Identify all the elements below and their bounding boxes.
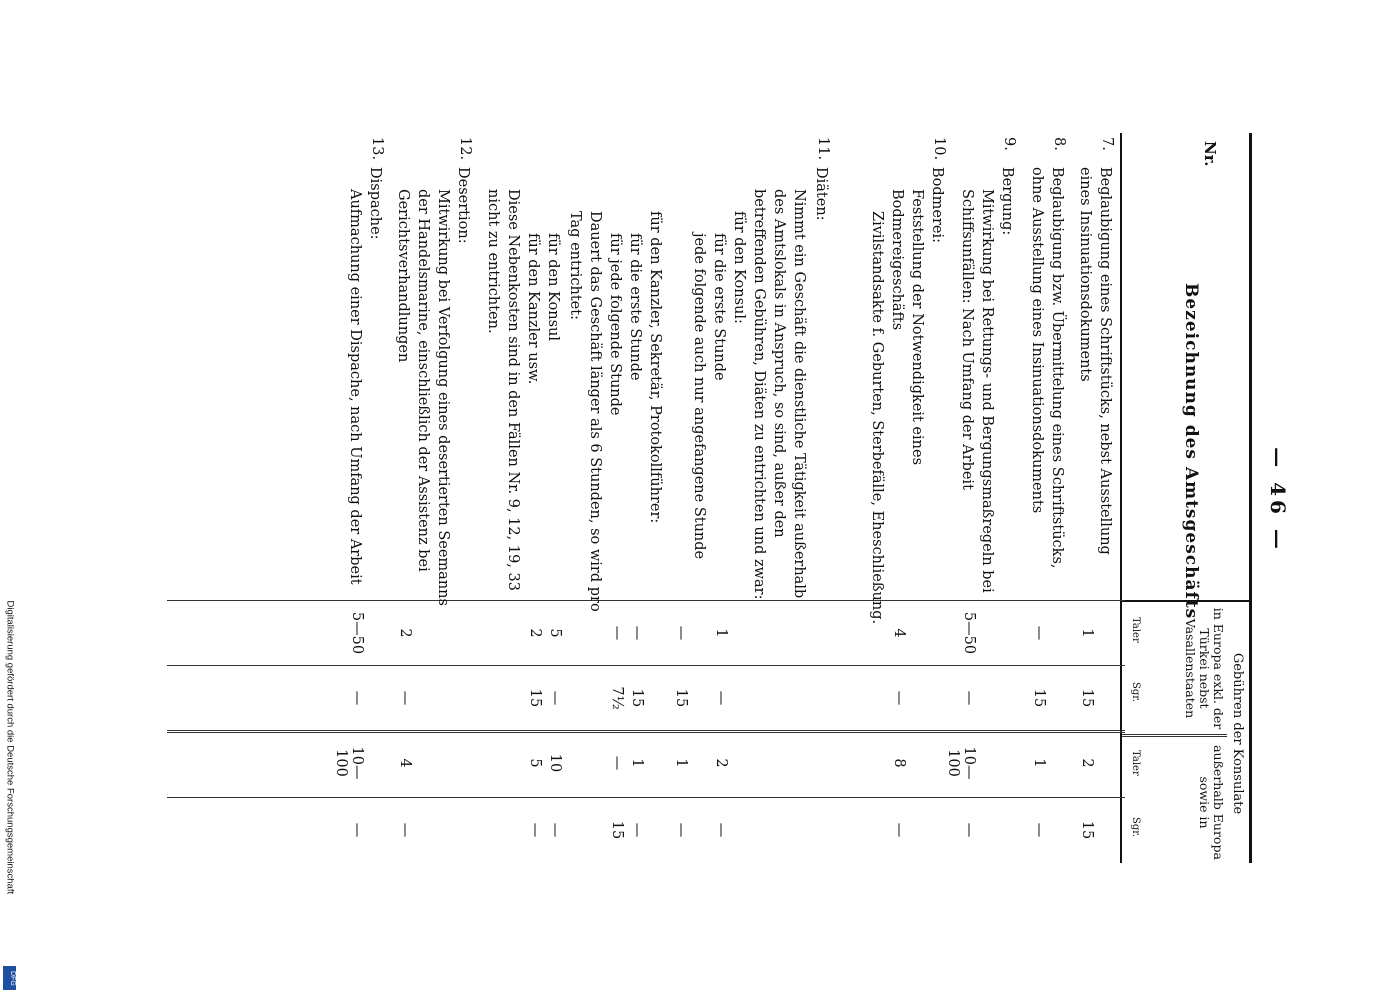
- table-row: [565, 133, 605, 863]
- table-row: [997, 133, 1017, 863]
- column-header-nr: Nr.: [1201, 141, 1219, 167]
- fee-value: —: [547, 690, 563, 706]
- fee-value: 5: [527, 758, 543, 768]
- fee-value: —: [673, 625, 689, 641]
- table-row: [625, 133, 645, 863]
- table-row: [333, 133, 365, 863]
- subheader-taler: Taler: [1130, 750, 1141, 776]
- table-header: [1120, 133, 1252, 863]
- fee-value: 1: [713, 628, 729, 638]
- fee-value: 15: [609, 820, 625, 840]
- fee-value: 5: [547, 628, 563, 638]
- fee-value: —: [961, 690, 977, 706]
- row-number: 7.: [1099, 137, 1115, 151]
- row-description: Feststellung der Notwendigkeit eines Bodmereigeschäfts: [889, 189, 925, 466]
- table-row: [669, 133, 709, 863]
- fees-header-outside: außerhalb Europa sowie in: [1197, 745, 1226, 860]
- fee-value: —: [609, 625, 625, 641]
- row-description: Mitwirkung bei Verfolgung eines desertierten Seemanns der Handelsmarine, einschließlich der Assistenz bei Gerichtsverhandlungen: [395, 189, 451, 606]
- column-divider: [1122, 734, 1227, 737]
- row-description: für die erste Stunde: [711, 233, 727, 381]
- fee-value: —: [1031, 822, 1047, 838]
- subheader-sgr: Sgr.: [1130, 682, 1141, 703]
- fee-value: —: [609, 755, 625, 771]
- row-description: für jede folgende Stunde: [607, 233, 623, 416]
- fee-value: —: [713, 690, 729, 706]
- fee-value: —: [629, 822, 645, 838]
- fee-value: —: [891, 690, 907, 706]
- table-row: [605, 133, 625, 863]
- row-description: für die erste Stunde: [627, 233, 643, 381]
- fee-value: —: [527, 822, 543, 838]
- page-number: — 46 —: [1266, 447, 1291, 553]
- fee-value: 1: [673, 758, 689, 768]
- fee-value: 10: [547, 753, 563, 773]
- table-row: [365, 133, 385, 863]
- fee-value: 5—50: [349, 611, 365, 655]
- table-row: [453, 133, 473, 863]
- row-description: Bergung:: [999, 167, 1015, 236]
- dfg-credit: [3, 600, 23, 1000]
- table-row: [945, 133, 997, 863]
- table-row: [543, 133, 563, 863]
- row-number: 9.: [1001, 137, 1017, 151]
- row-description: Diese Nebenkosten sind in den Fällen Nr. 9, 12, 19, 33 nicht zu entrichten.: [485, 189, 521, 591]
- fee-value: 2: [527, 628, 543, 638]
- fee-value: —: [349, 690, 365, 706]
- row-number: 13.: [369, 137, 385, 161]
- row-description: Diäten:: [813, 167, 829, 221]
- table-row: [811, 133, 831, 863]
- fees-header-title: Gebühren der Konsulate: [1230, 652, 1245, 815]
- row-description: Zivilstandsakte f. Geburten, Sterbefälle, Eheschließung.: [869, 211, 885, 625]
- row-number: 12.: [457, 137, 473, 161]
- fee-value: —: [349, 822, 365, 838]
- fee-value: 10—100: [333, 746, 365, 780]
- row-description: Desertion:: [455, 167, 471, 244]
- row-description: Mitwirkung bei Rettungs- und Bergungsmaßregeln bei Schiffsunfällen: Nach Umfang der Arbeit: [959, 189, 995, 593]
- row-description: Nimmt ein Geschäft die dienstliche Tätigkeit außerhalb des Amtslokals in Anspruch, so sind, außer den betreffenden Gebühren, Diäten zu entrichten und zwar:: [751, 189, 807, 600]
- fee-value: —: [891, 822, 907, 838]
- table-row: [927, 133, 947, 863]
- table-row: [393, 133, 453, 863]
- fee-value: 8: [891, 758, 907, 768]
- fee-value: —: [713, 822, 729, 838]
- fee-value: —: [547, 822, 563, 838]
- row-description: Dispache:: [367, 167, 383, 240]
- row-number: 10.: [931, 137, 947, 161]
- fee-value: 4: [891, 628, 907, 638]
- row-number: 11.: [815, 137, 831, 161]
- fee-value: 10—100: [945, 746, 977, 780]
- fee-value: 15: [673, 688, 689, 708]
- fee-value: 2: [397, 628, 413, 638]
- subheader-taler: Taler: [1130, 617, 1141, 643]
- row-description: jede folgende auch nur angefangene Stunde: [691, 233, 707, 560]
- fee-value: 15: [527, 688, 543, 708]
- table-row: [729, 133, 749, 863]
- table-row: [645, 133, 665, 863]
- fee-value: 15: [1079, 688, 1095, 708]
- fee-value: 15: [1031, 688, 1047, 708]
- fee-value: 1: [1031, 758, 1047, 768]
- fee-value: —: [673, 822, 689, 838]
- table-row: [1027, 133, 1067, 863]
- table-row: [847, 133, 887, 863]
- row-description: Bodmerei:: [929, 167, 945, 244]
- fee-value: —: [397, 822, 413, 838]
- fee-value: 15: [629, 688, 645, 708]
- subheader-sgr: Sgr.: [1130, 817, 1141, 838]
- row-description: Aufmachung einer Dispache, nach Umfang der Arbeit: [347, 189, 363, 585]
- table-row: [523, 133, 543, 863]
- table-row: [1075, 133, 1115, 863]
- fee-value: 15: [1079, 820, 1095, 840]
- table-row: [749, 133, 809, 863]
- fee-value: —: [397, 690, 413, 706]
- row-number: 8.: [1051, 137, 1067, 151]
- fee-value: 2: [1079, 758, 1095, 768]
- row-description: Dauert das Geschäft länger als 6 Stunden, so wird pro Tag entrichtet:: [567, 211, 603, 612]
- row-description: Beglaubigung bzw. Übermittelung eines Schriftstücks, ohne Ausstellung eines Insinuationsdokuments: [1029, 167, 1065, 569]
- row-description: für den Konsul:: [731, 211, 747, 324]
- row-description: für den Konsul: [545, 233, 561, 341]
- fee-value: 7½: [609, 686, 625, 710]
- table-row: [709, 133, 729, 863]
- fee-value: 1: [629, 758, 645, 768]
- row-description: für den Kanzler, Sekretär, Protokollführer:: [647, 211, 663, 524]
- fee-value: —: [629, 625, 645, 641]
- fee-value: 5—50: [961, 611, 977, 655]
- fees-header-europe: in Europa exkl. der Türkei nebst Vasallenstaaten: [1183, 607, 1226, 730]
- row-description: Beglaubigung eines Schriftstücks, nebst Ausstellung eines Insinuationsdokuments: [1077, 167, 1113, 555]
- fee-value: —: [961, 822, 977, 838]
- fee-value: 4: [397, 758, 413, 768]
- credit-text: Digitalisierung gefördert durch die Deutsche Forschungsgemeinschaft: [4, 600, 16, 895]
- fee-value: —: [1031, 625, 1047, 641]
- fee-value: 2: [713, 758, 729, 768]
- fee-value: 1: [1079, 628, 1095, 638]
- row-description: für den Kanzler usw.: [525, 233, 541, 385]
- fees-header: [1122, 600, 1249, 865]
- dfg-logo: DFG: [3, 966, 16, 990]
- table-row: [887, 133, 927, 863]
- rotated-fee-table: [167, 133, 1252, 863]
- table-row: [483, 133, 523, 863]
- column-header-title: Bezeichnung des Amtsgeschäfts: [1181, 283, 1201, 620]
